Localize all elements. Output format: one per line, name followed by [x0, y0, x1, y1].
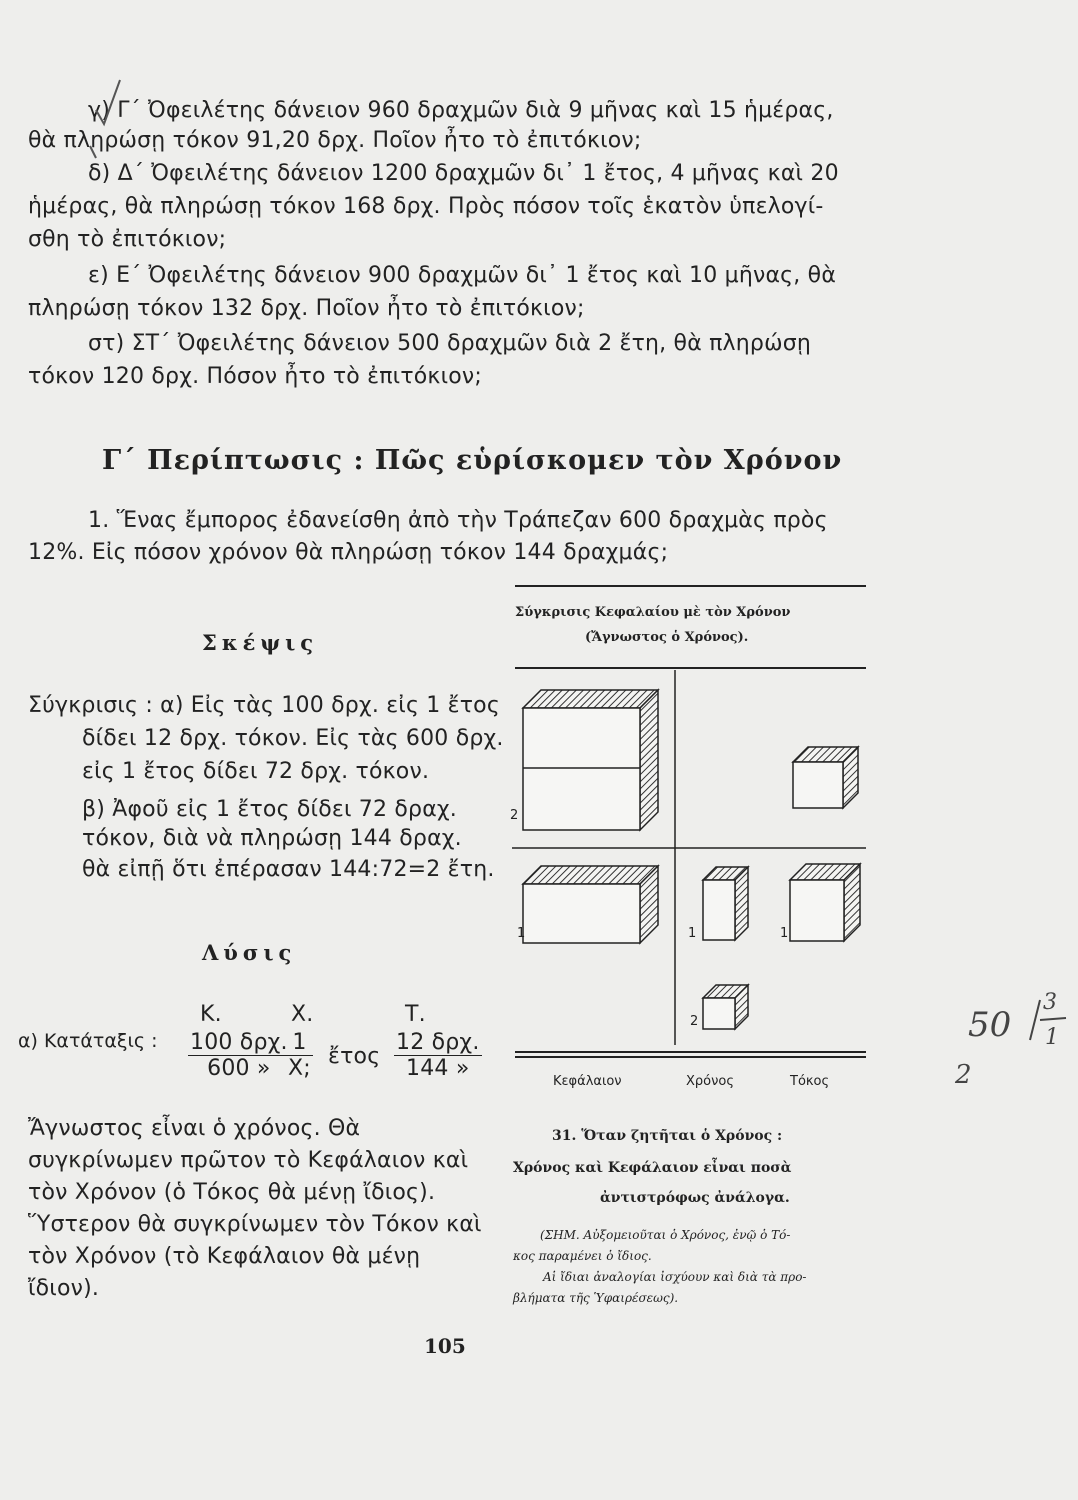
caption-line1: 31. Ὅταν ζητῆται ὁ Χρόνος : [552, 1128, 783, 1144]
margin-note-3: 3 [1043, 990, 1057, 1015]
figure-footer-kefalaion: Κεφάλαιον [553, 1074, 622, 1089]
box-xronos-small [703, 867, 748, 940]
lysis-paragraph-line4: Ὕστερον θὰ συγκρίνωμεν τὸν Τόκον καὶ [28, 1212, 482, 1237]
box-xronos-bottom [703, 985, 748, 1029]
skepsis-heading: Σκέψις [202, 630, 319, 655]
skepsis-line6: θὰ εἰπῇ ὅτι ἐπέρασαν 144:72=2 ἔτη. [82, 857, 495, 882]
problem-delta-line3: σθη τὸ ἐπιτόκιον; [28, 227, 227, 252]
problem-gamma-line2: θὰ πληρώσῃ τόκον 91,20 δρχ. Ποῖον ἦτο τὸ ἐπιτόκιον; [28, 128, 642, 153]
lysis-heading: Λύσις [202, 940, 297, 965]
section-heading: Γ΄ Περίπτωσις : Πῶς εὑρίσκομεν τὸν Χρόνον [102, 445, 843, 476]
note-line4: βλήματα τῆς Ὑφαιρέσεως). [513, 1291, 679, 1305]
caption-line2: Χρόνος καὶ Κεφάλαιον εἶναι ποσὰ [513, 1160, 792, 1176]
column-k-label: Κ. [200, 1002, 222, 1027]
caption-line3: ἀντιστρόφως ἀνάλογα. [600, 1190, 790, 1206]
katataxis-label: α) Κατάταξις : [18, 1030, 158, 1052]
lysis-paragraph-line2: συγκρίνωμεν πρῶτον τὸ Κεφάλαιον καὶ [28, 1148, 469, 1173]
skepsis-line4: β) Ἀφοῦ εἰς 1 ἔτος δίδει 72 δραχ. [82, 797, 458, 822]
note-line2: κος παραμένει ὁ ἴδιος. [513, 1249, 652, 1263]
skepsis-line2: δίδει 12 δρχ. τόκον. Εἰς τὰς 600 δρχ. [82, 726, 504, 751]
lysis-paragraph-line3: τὸν Χρόνον (ὁ Τόκος θὰ μένῃ ἴδιος). [28, 1180, 436, 1205]
figure-label-2a: 2 [510, 808, 519, 823]
note-line3: Αἱ ἴδιαι ἀναλογίαι ἰσχύουν καὶ διὰ τὰ προ- [543, 1270, 807, 1284]
problem-epsilon-line1: ε) Ε΄ Ὀφειλέτης δάνειον 900 δραχμῶν δι᾽ 1 ἔτος καὶ 10 μῆνας, θὰ [88, 263, 837, 288]
lysis-paragraph-line1: Ἄγνωστος εἶναι ὁ χρόνος. Θὰ [28, 1116, 361, 1141]
column-x-label: Χ. [291, 1002, 314, 1027]
checkmark-gamma [96, 80, 120, 124]
fraction-xronos-den: Χ; [288, 1056, 311, 1081]
skepsis-line3: εἰς 1 ἔτος δίδει 72 δρχ. τόκον. [82, 759, 430, 784]
fraction-kefalaion-den: 600 » [207, 1056, 271, 1081]
figure-title-line1: Σύγκρισις Κεφαλαίου μὲ τὸν Χρόνον [515, 605, 791, 620]
page-number: 105 [424, 1334, 466, 1358]
note-line1: (ΣΗΜ. Αὐξομειοῦται ὁ Χρόνος, ἐνῷ ὁ Τό- [540, 1228, 791, 1242]
problem-gamma-line1: γ) Γ΄ Ὀφειλέτης δάνειον 960 δραχμῶν διὰ 9 μῆνας καὶ 15 ἡμέρας, [88, 98, 834, 123]
problem-st-line2: τόκον 120 δρχ. Πόσον ἦτο τὸ ἐπιτόκιον; [28, 364, 483, 389]
figure-label-1c: 1 [780, 926, 789, 941]
figure-label-2b: 2 [690, 1014, 699, 1029]
skepsis-line5: τόκον, διὰ νὰ πληρώσῃ 144 δραχ. [82, 826, 462, 851]
box-tokos-tall [790, 864, 860, 941]
example-line1: 1. Ἕνας ἔμπορος ἐδανείσθη ἀπὸ τὴν Τράπεζαν 600 δραχμὰς πρὸς [88, 508, 828, 533]
fraction-xronos-num: 1 [286, 1030, 313, 1056]
box-tokos-top [793, 747, 858, 808]
figure-footer-tokos: Τόκος [790, 1074, 830, 1089]
checkmark-delta [90, 146, 96, 158]
fraction-tokos-num: 12 δρχ. [396, 1030, 480, 1055]
column-t-label: Τ. [405, 1002, 426, 1027]
margin-note-1: 1 [1045, 1025, 1059, 1050]
lysis-paragraph-line5: τὸν Χρόνον (τὸ Κεφάλαιον θὰ μένῃ [28, 1244, 421, 1269]
fraction-kefalaion-num: 100 δρχ. [190, 1030, 288, 1055]
margin-note-2: 2 [955, 1060, 972, 1090]
problem-epsilon-line2: πληρώσῃ τόκον 132 δρχ. Ποῖον ἦτο τὸ ἐπιτόκιον; [28, 296, 585, 321]
xronos-unit: ἔτος [328, 1044, 381, 1069]
fraction-tokos-den: 144 » [406, 1056, 470, 1081]
example-line2: 12%. Εἰς πόσον χρόνον θὰ πληρώσῃ τόκον 144 δραχμάς; [28, 540, 669, 565]
figure-label-1b: 1 [688, 926, 697, 941]
box-kefalaion-bottom [523, 866, 658, 943]
figure-title-line2: (Ἄγνωστος ὁ Χρόνος). [585, 630, 749, 645]
skepsis-line1: Σύγκρισις : α) Εἰς τὰς 100 δρχ. εἰς 1 ἔτος [28, 693, 500, 718]
problem-delta-line1: δ) Δ΄ Ὀφειλέτης δάνειον 1200 δραχμῶν δι᾽ 1 ἔτος, 4 μῆνας καὶ 20 [88, 161, 839, 186]
box-kefalaion-large [523, 690, 658, 830]
margin-note-50: 50 [968, 1005, 1012, 1045]
figure-footer-xronos: Χρόνος [686, 1074, 734, 1089]
lysis-paragraph-line6: ἴδιον). [28, 1276, 100, 1301]
problem-delta-line2: ἡμέρας, θὰ πληρώσῃ τόκον 168 δρχ. Πρὸς πόσον τοῖς ἑκατὸν ὑπελογί- [28, 194, 824, 219]
problem-st-line1: στ) ΣΤ΄ Ὀφειλέτης δάνειον 500 δραχμῶν διὰ 2 ἔτη, θὰ πληρώσῃ [88, 331, 811, 356]
figure-label-1a: 1 [517, 926, 526, 941]
